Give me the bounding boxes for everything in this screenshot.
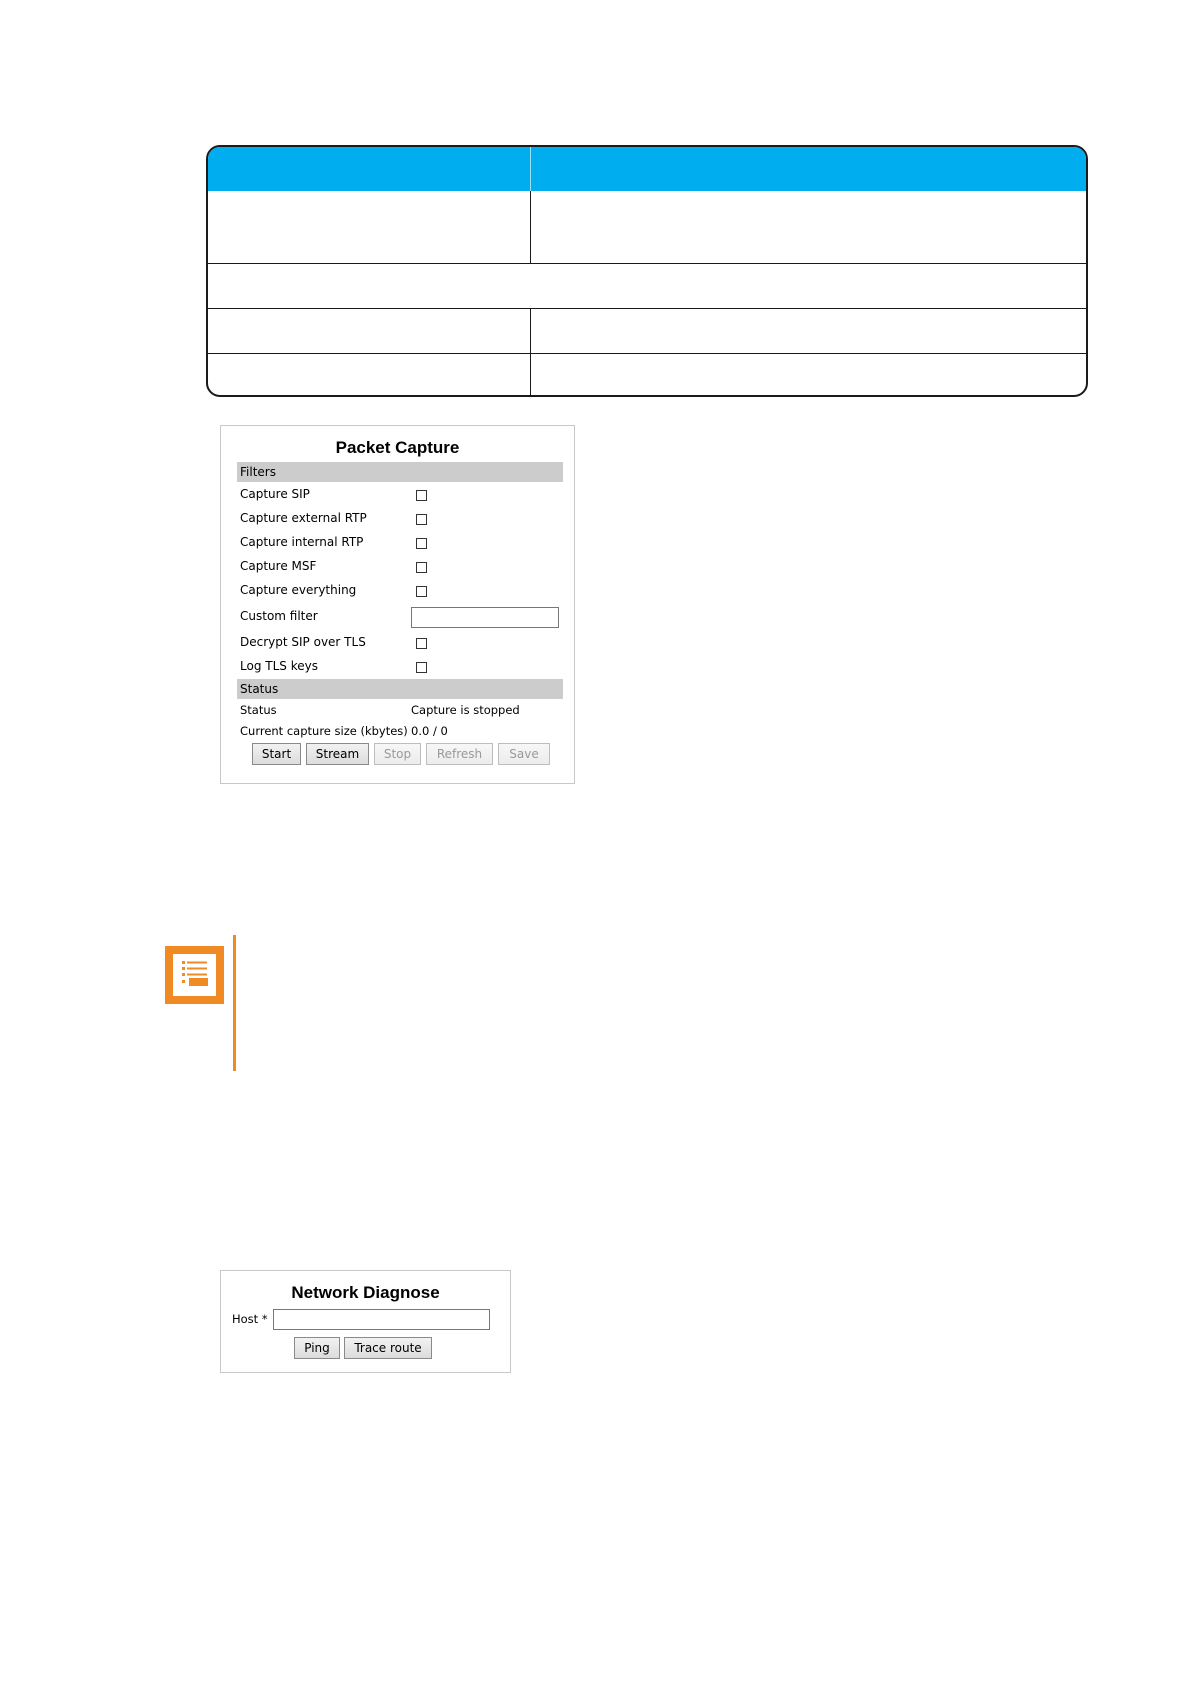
tls-label-decrypt-sip: Decrypt SIP over TLS	[240, 635, 366, 649]
capture-size-label: Current capture size (kbytes)	[240, 724, 408, 738]
status-label: Status	[240, 703, 277, 717]
refresh-button[interactable]: Refresh	[426, 743, 493, 765]
table-row-divider	[208, 308, 1086, 309]
panel-title: Network Diagnose	[291, 1283, 440, 1302]
filter-label-capture-sip: Capture SIP	[240, 487, 310, 501]
ping-button[interactable]: Ping	[294, 1337, 340, 1359]
log-tls-keys-checkbox[interactable]	[416, 662, 427, 673]
document-table	[206, 145, 1088, 397]
capture-internal-rtp-checkbox[interactable]	[416, 538, 427, 549]
panel-title: Packet Capture	[335, 438, 460, 457]
custom-filter-label: Custom filter	[240, 609, 318, 623]
host-input[interactable]	[273, 1309, 490, 1330]
table-row-divider	[208, 263, 1086, 264]
status-value: Capture is stopped	[411, 703, 520, 717]
filter-label-capture-external-rtp: Capture external RTP	[240, 511, 367, 525]
filter-label-capture-internal-rtp: Capture internal RTP	[240, 535, 364, 549]
table-header-divider	[530, 147, 531, 191]
start-button[interactable]: Start	[252, 743, 301, 765]
save-button[interactable]: Save	[498, 743, 550, 765]
tls-label-log-keys: Log TLS keys	[240, 659, 318, 673]
host-label: Host *	[232, 1312, 268, 1326]
capture-everything-checkbox[interactable]	[416, 586, 427, 597]
table-row-divider	[208, 353, 1086, 354]
stop-button[interactable]: Stop	[374, 743, 421, 765]
note-list-icon	[165, 946, 224, 1004]
network-diagnose-panel	[220, 1270, 511, 1373]
note-accent-bar	[233, 935, 236, 1071]
decrypt-sip-over-tls-checkbox[interactable]	[416, 638, 427, 649]
table-header-row	[208, 147, 1086, 191]
table-column-divider	[530, 191, 531, 263]
custom-filter-input[interactable]	[411, 607, 559, 628]
packet-capture-panel	[220, 425, 575, 784]
filter-label-capture-msf: Capture MSF	[240, 559, 317, 573]
trace-route-button[interactable]: Trace route	[344, 1337, 432, 1359]
status-section-header: Status	[237, 679, 563, 699]
filter-label-capture-everything: Capture everything	[240, 583, 357, 597]
capture-external-rtp-checkbox[interactable]	[416, 514, 427, 525]
stream-button[interactable]: Stream	[306, 743, 369, 765]
capture-msf-checkbox[interactable]	[416, 562, 427, 573]
filters-section-header: Filters	[237, 462, 563, 482]
capture-sip-checkbox[interactable]	[416, 490, 427, 501]
capture-size-value: 0.0 / 0	[411, 724, 448, 738]
